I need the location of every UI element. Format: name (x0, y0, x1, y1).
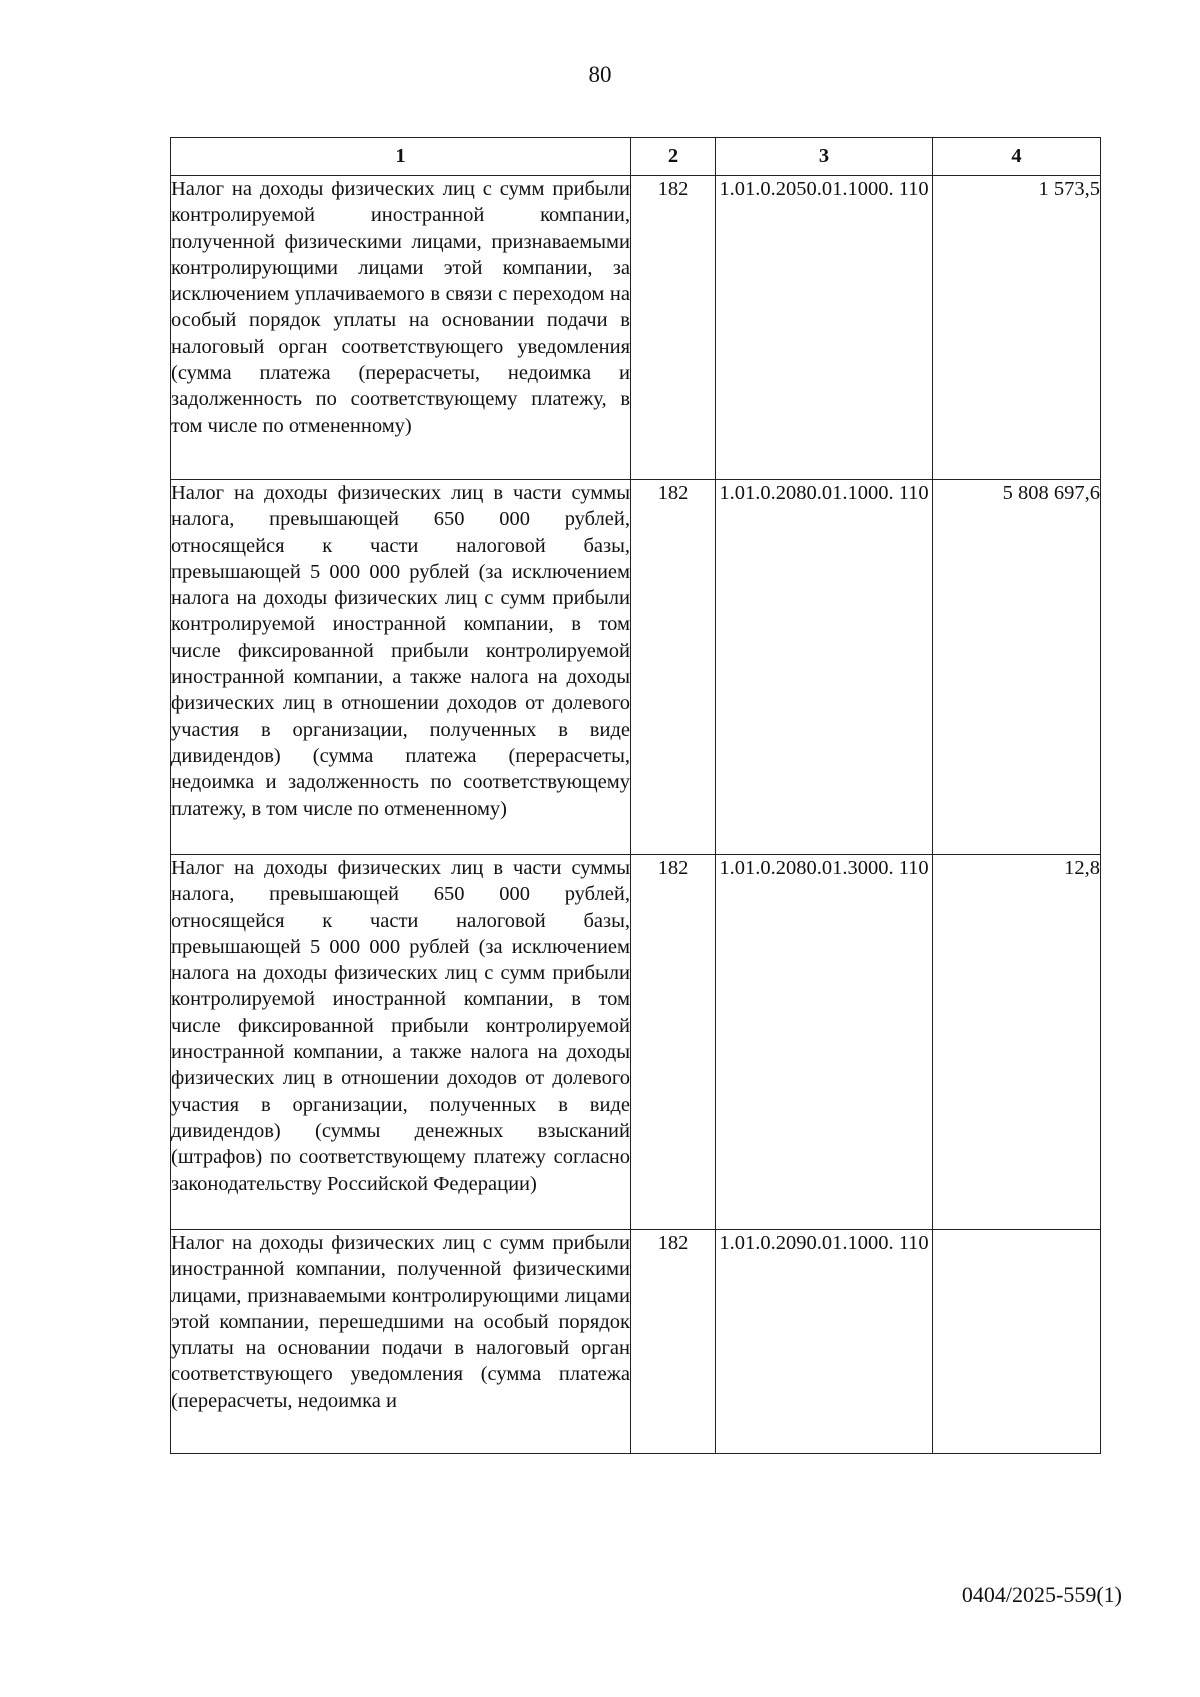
row-budget-code-cell (716, 176, 933, 480)
row-budget-code: 1.01.0.2050.01.1000. 110 (719, 178, 929, 200)
row-amount: 12,8 (933, 855, 1101, 1230)
row-budget-code-cell (716, 480, 933, 855)
table-row (171, 480, 1101, 855)
row-budget-code-cell (716, 855, 933, 1230)
row-name-cell (171, 480, 631, 855)
table-row (171, 1230, 1101, 1454)
table-row (171, 176, 1101, 480)
document-footer-code: 0404/2025-559(1) (961, 1582, 1122, 1607)
row-name: Налог на доходы физических лиц в части суммы налога, превышающей 650 000 рублей, относящейся к части налоговой базы, превышающей 5 000 000 рублей (за исключением налога на доходы физических лиц с сумм прибыли контролируемой иностранной компании, в том числе фиксированной прибыли контролируемой иностранной компании, а также налога на доходы физических лиц в отношении доходов от долевого участия в организации, полученных в виде дивидендов) (суммы денежных взысканий (штрафов) по соответствующему платежу согласно законодательству Российской Федерации) (171, 857, 630, 1195)
row-name-cell (171, 1230, 631, 1454)
row-name: Налог на доходы физических лиц с сумм прибыли контролируемой иностранной компании, полученной физическими лицами, признаваемыми контролирующими лицами этой компании, за исключением уплачиваемого в связи с переходом на особый порядок уплаты на основании подачи в налоговый орган соответствующего уведомления (сумма платежа (перерасчеты, недоимка и задолженность по соответствующему платежу, в том числе по отмененному) (171, 178, 630, 437)
row-name-cell (171, 176, 631, 480)
header-col-1: 1 (171, 138, 631, 176)
row-budget-code: 1.01.0.2080.01.3000. 110 (719, 857, 929, 879)
page-number: 80 (588, 62, 612, 87)
header-col-4: 4 (933, 138, 1101, 176)
row-amount (933, 1230, 1101, 1454)
revenue-table (170, 137, 1101, 1454)
row-budget-code: 1.01.0.2080.01.1000. 110 (719, 482, 929, 504)
row-budget-code: 1.01.0.2090.01.1000. 110 (719, 1232, 929, 1254)
row-admin-code: 182 (631, 855, 716, 1230)
row-name-cell (171, 855, 631, 1230)
header-col-2: 2 (631, 138, 716, 176)
row-admin-code: 182 (631, 176, 716, 480)
row-name: Налог на доходы физических лиц с сумм прибыли иностранной компании, полученной физическими лицами, признаваемыми контролирующими лицами этой компании, перешедшими на особый порядок уплаты на основании подачи в налоговый орган соответствующего уведомления (сумма платежа (перерасчеты, недоимка и (171, 1232, 630, 1412)
row-admin-code: 182 (631, 1230, 716, 1454)
row-budget-code-cell (716, 1230, 933, 1454)
row-admin-code: 182 (631, 480, 716, 855)
table-header-row (171, 138, 1101, 176)
table-row (171, 855, 1101, 1230)
row-name: Налог на доходы физических лиц в части суммы налога, превышающей 650 000 рублей, относящейся к части налоговой базы, превышающей 5 000 000 рублей (за исключением налога на доходы физических лиц с сумм прибыли контролируемой иностранной компании, в том числе фиксированной прибыли контролируемой иностранной компании, а также налога на доходы физических лиц в отношении доходов от долевого участия в организации, полученных в виде дивидендов) (сумма платежа (перерасчеты, недоимка и задолженность по соответствующему платежу, в том числе по отмененному) (171, 482, 630, 820)
header-col-3: 3 (716, 138, 933, 176)
row-amount: 1 573,5 (933, 176, 1101, 480)
row-amount: 5 808 697,6 (933, 480, 1101, 855)
